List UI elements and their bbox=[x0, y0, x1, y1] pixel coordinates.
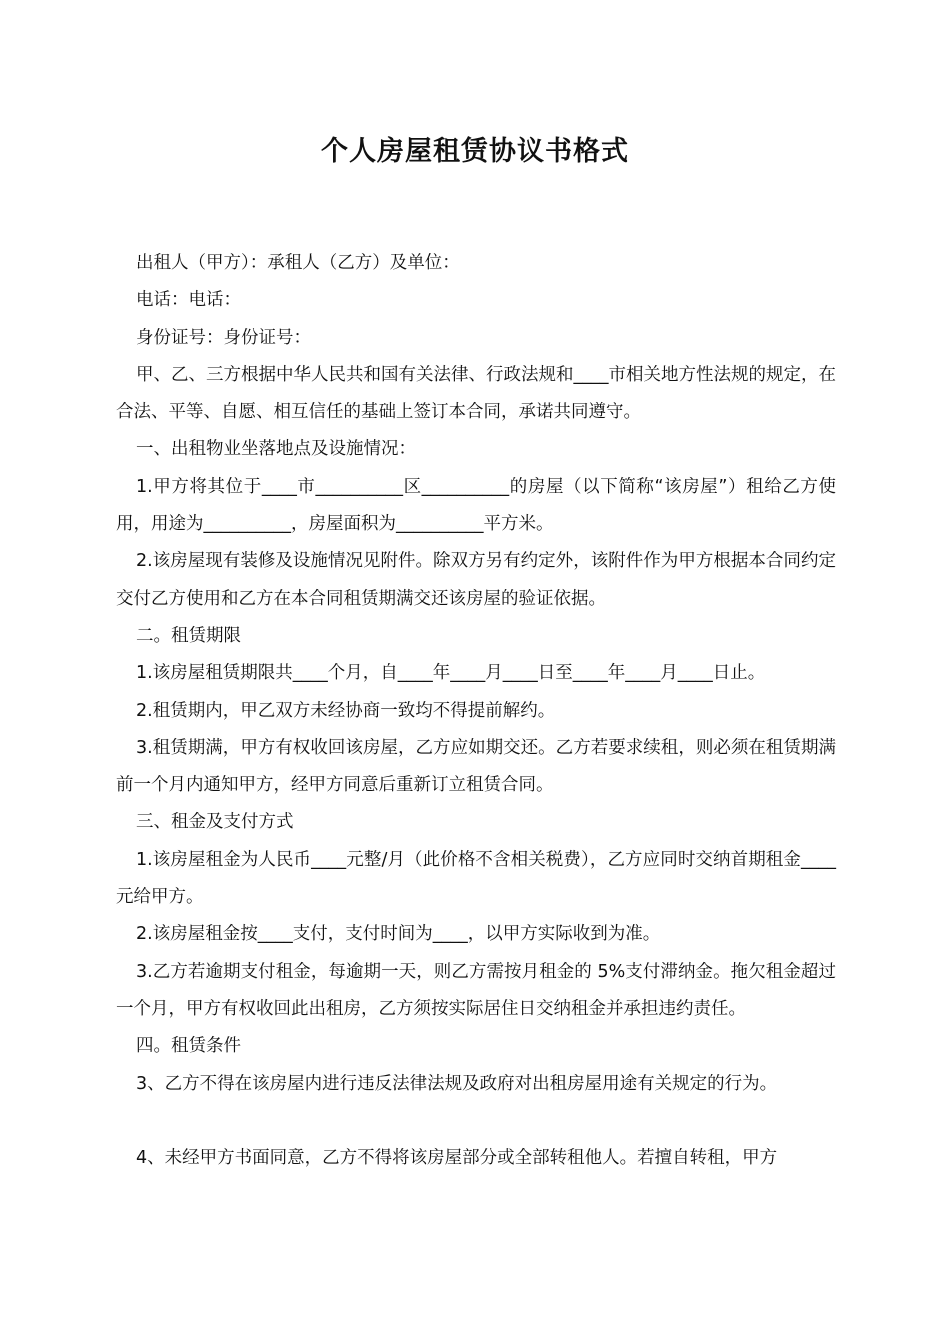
clause-3-3: 3.乙方若逾期支付租金，每逾期一天，则乙方需按月租金的 5%支付滞纳金。拖欠租金超过一个月，甲方有权收回此出租房，乙方须按实际居住日交纳租金并承担违约责任。 bbox=[116, 961, 836, 1019]
document-body bbox=[116, 245, 836, 1177]
clause-2-1: 1.该房屋租赁期限共____个月，自____年____月____日至____年____月____日止。 bbox=[136, 663, 766, 684]
paragraph-parties: 出租人（甲方）：承租人（乙方）及单位： bbox=[136, 253, 460, 273]
clause-3-2: 2.该房屋租金按____支付，支付时间为____，以甲方实际收到为准。 bbox=[136, 924, 661, 945]
clause-1-1: 1.甲方将其位于____市__________区__________的房屋（以下简称“该房屋”）租给乙方使用，用途为__________，房屋面积为__________平方米。 bbox=[116, 476, 836, 535]
section-heading-rent: 三、租金及支付方式 bbox=[136, 812, 294, 833]
clause-4-4: 4、未经甲方书面同意，乙方不得将该房屋部分或全部转租他人。若擅自转租，甲方 bbox=[136, 1147, 778, 1168]
paragraph-id-number: 身份证号：身份证号： bbox=[136, 327, 311, 348]
paragraph-phone: 电话：电话： bbox=[136, 290, 241, 311]
section-heading-conditions: 四。租赁条件 bbox=[136, 1036, 241, 1057]
section-heading-term: 二。租赁期限 bbox=[136, 625, 241, 646]
document-title: 个人房屋租赁协议书格式 bbox=[321, 136, 629, 167]
clause-4-3: 3、乙方不得在该房屋内进行违反法律法规及政府对出租房屋用途有关规定的行为。 bbox=[136, 1073, 778, 1094]
paragraph-preamble: 甲、乙、三方根据中华人民共和国有关法律、行政法规和____市相关地方性法规的规定，在合法、平等、自愿、相互信任的基础上签订本合同，承诺共同遵守。 bbox=[116, 364, 836, 423]
section-heading-property: 一、出租物业坐落地点及设施情况： bbox=[136, 439, 416, 460]
clause-2-2: 2.租赁期内，甲乙双方未经协商一致均不得提前解约。 bbox=[136, 700, 556, 721]
clause-1-2: 2.该房屋现有装修及设施情况见附件。除双方另有约定外，该附件作为甲方根据本合同约定交付乙方使用和乙方在本合同租赁期满交还该房屋的验证依据。 bbox=[116, 551, 836, 609]
clause-3-1: 1.该房屋租金为人民币____元整/月（此价格不含相关税费），乙方应同时交纳首期租金____元给甲方。 bbox=[116, 849, 836, 908]
clause-2-3: 3.租赁期满，甲方有权收回该房屋，乙方应如期交还。乙方若要求续租，则必须在租赁期满前一个月内通知甲方，经甲方同意后重新订立租赁合同。 bbox=[116, 737, 836, 796]
